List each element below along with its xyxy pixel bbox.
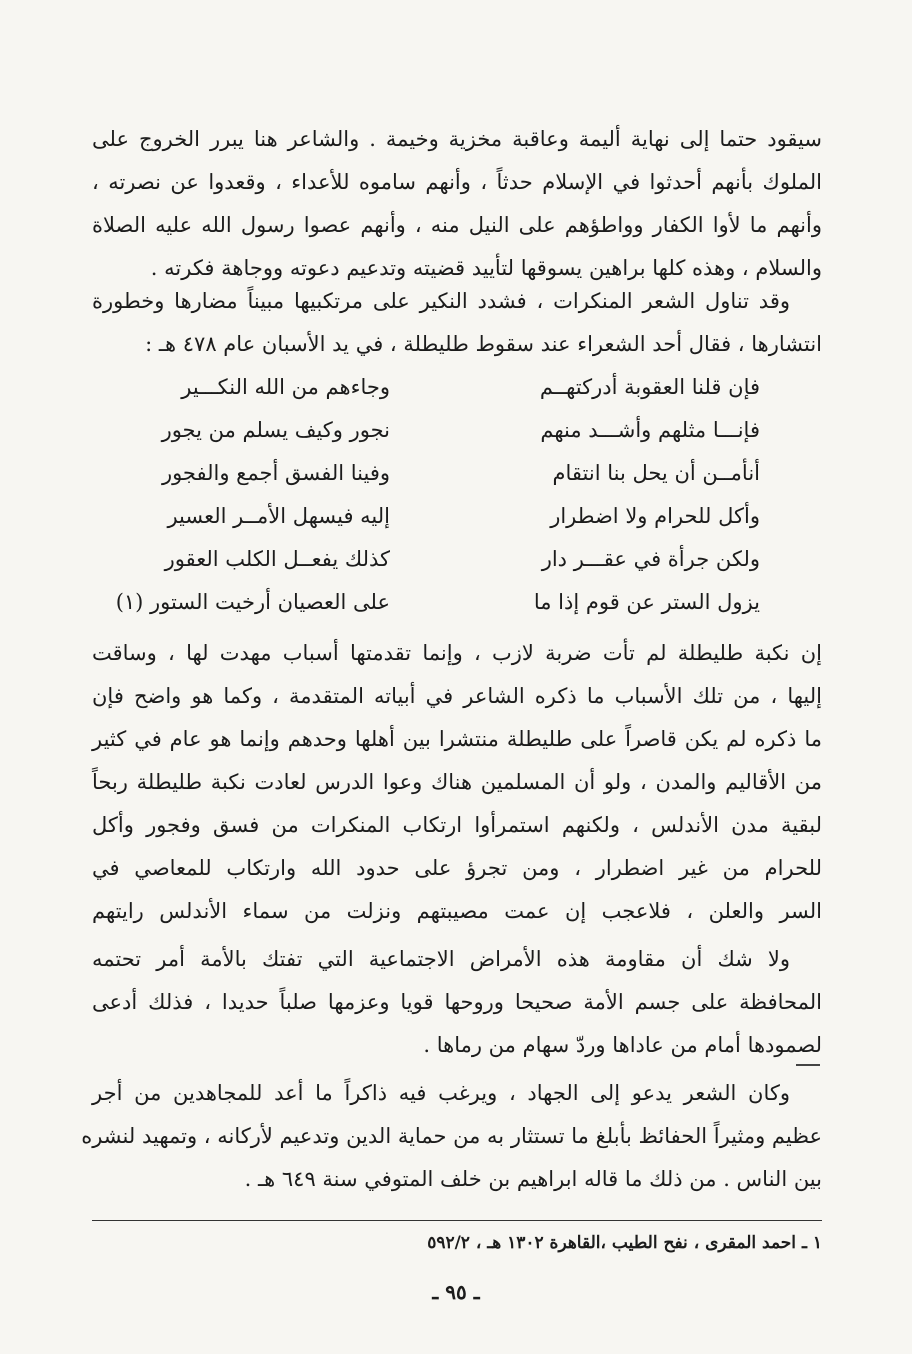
verse-row — [100, 366, 760, 409]
paragraph-4 — [92, 938, 822, 1067]
text-line: لبقية مدن الأندلس ، ولكنهم استمرأوا ارتكاب المنكرات من فسق وفجور وأكل — [92, 813, 822, 837]
text-line: إليها ، من تلك الأسباب ما ذكره الشاعر في أبياته المتقدمة ، وكما هو واضح فإن — [92, 684, 822, 708]
verse-row — [100, 495, 760, 538]
verse-first-hemistich: وأكل للحرام ولا اضطرار — [550, 504, 760, 528]
text-line: سيقود حتما إلى نهاية أليمة وعاقبة مخزية وخيمة . والشاعر هنا يبرر الخروج على — [92, 127, 822, 151]
verse-second-hemistich: وجاءهم من الله النكـــير — [181, 375, 390, 399]
text-line: ما ذكره لم يكن قاصراً على طليطلة منتشرا بين أهلها وحدهم وإنما هو عام في كثير — [92, 727, 822, 751]
text-line: لصمودها أمام من عاداها وردّ سهام من رماها . — [423, 1033, 822, 1057]
text-line: المحافظة على جسم الأمة صحيحا وروحها قويا وعزمها صلباً حديدا ، فذلك أدعى — [92, 990, 822, 1014]
text-line: والسلام ، وهذه كلها براهين يسوقها لتأييد قضيته وتدعيم دعوته ووجاهة فكرته . — [150, 256, 822, 280]
text-line: وقد تناول الشعر المنكرات ، فشدد النكير على مرتكبيها مبيناً مضارها وخطورة — [92, 289, 790, 313]
verse-first-hemistich: يزول الستر عن قوم إذا ما — [533, 590, 760, 614]
paragraph-5 — [81, 1072, 822, 1201]
text-line: انتشارها ، فقال أحد الشعراء عند سقوط طليطلة ، في يد الأسبان عام ٤٧٨ هـ : — [145, 332, 822, 356]
text-line: ولا شك أن مقاومة هذه الأمراض الاجتماعية التي تفتك بالأمة أمر تحتمه — [92, 947, 790, 971]
paragraph-2 — [92, 280, 822, 366]
verse-second-hemistich: على العصيان أرخيت الستور (١) — [115, 590, 390, 614]
text-line: وأنهم ما لأوا الكفار وواطؤهم على النيل منه ، وأنهم عصوا رسول الله عليه الصلاة — [92, 213, 822, 237]
verse-row — [100, 409, 760, 452]
verse-row — [100, 538, 760, 581]
text-line: للحرام من غير اضطرار ، ومن تجرؤ على حدود الله وارتكاب للمعاصي في — [92, 856, 822, 880]
verse-first-hemistich: أنأمــن أن يحل بنا انتقام — [552, 461, 760, 485]
verse-second-hemistich: وفينا الفسق أجمع والفجور — [161, 461, 390, 485]
text-line: الملوك بأنهم أحدثوا في الإسلام حدثاً ، وأنهم ساموه للأعداء ، وقعدوا عن نصرته ، — [92, 170, 822, 194]
page-number: ـ ٩٥ ـ — [432, 1280, 480, 1304]
verse-first-hemistich: فإنـــا مثلهم وأشـــد منهم — [540, 418, 760, 442]
paragraph-3 — [92, 632, 822, 933]
separator-dash — [796, 1064, 820, 1066]
text-line: بين الناس . من ذلك ما قاله ابراهيم بن خلف المتوفي سنة ٦٤٩ هـ . — [244, 1167, 822, 1191]
text-line: وكان الشعر يدعو إلى الجهاد ، ويرغب فيه ذاكراً ما أعد للمجاهدين من أجر — [92, 1081, 790, 1105]
text-line: عظيم ومثيراً الحفائظ بأبلغ ما تستثار به من حماية الدين وتدعيم لأركانه ، وتمهيد لنشره — [81, 1124, 822, 1148]
text-line: من الأقاليم والمدن ، ولو أن المسلمين هناك وعوا الدرس لعادت نكبة طليطلة ربحاً — [92, 770, 822, 794]
paragraph-1 — [92, 118, 822, 290]
verse-second-hemistich: نجور وكيف يسلم من يجور — [161, 418, 390, 442]
text-line: إن نكبة طليطلة لم تأت ضربة لازب ، وإنما تقدمتها أسباب مهدت لها ، وساقت — [92, 641, 822, 665]
verse-row — [100, 452, 760, 495]
verse-first-hemistich: ولكن جرأة في عقـــر دار — [541, 547, 760, 571]
footnote-rule — [92, 1220, 822, 1221]
text-line: السر والعلن ، فلاعجب إن عمت مصيبتهم ونزلت من سماء الأندلس رايتهم — [92, 899, 822, 923]
verse-second-hemistich: إليه فيسهل الأمــر العسير — [167, 504, 390, 528]
verse-row — [100, 581, 760, 624]
verse-first-hemistich: فإن قلنا العقوبة أدركتهــم — [539, 375, 760, 399]
poem-verses — [100, 366, 760, 624]
footnote: ١ ـ احمد المقرى ، نفح الطيب ،القاهرة ١٣٠٢ هـ ، ٥٩٢/٢ — [427, 1233, 822, 1253]
verse-second-hemistich: كذلك يفعــل الكلب العقور — [164, 547, 390, 571]
